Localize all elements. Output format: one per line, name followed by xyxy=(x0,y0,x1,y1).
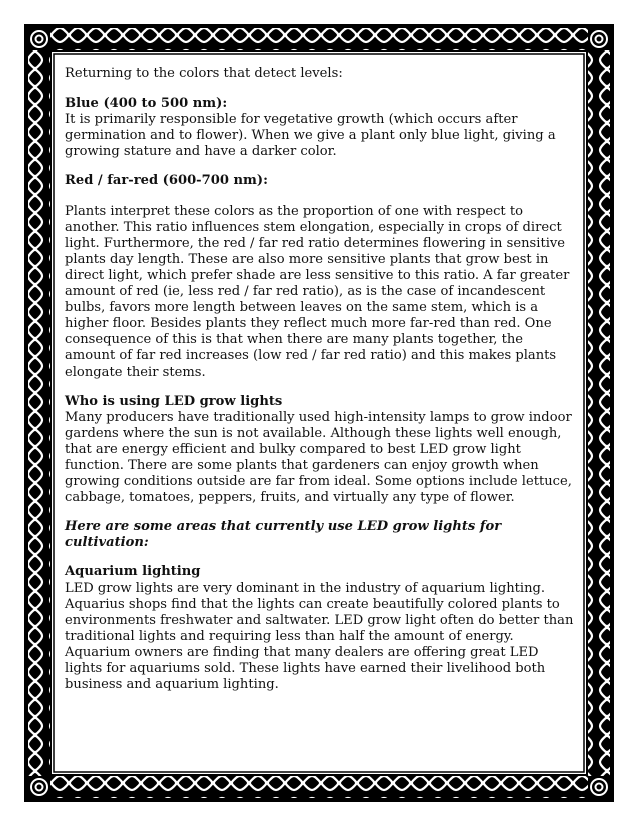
section-body-aquarium: LED grow lights are very dominant in the industry of aquarium lighting. Aquarius shops find that the lights can create beautifully colored plants to environments freshwater and saltwater. LED grow light often do better than traditional lights and requiring less than half the amount of energy. Aquarium owners are finding that many dealers are offering great LED lights for aquariums sold. These lights have earned their livelihood both business and aquarium lighting. xyxy=(65,580,574,693)
section-heading-aquarium: Aquarium lighting xyxy=(65,564,201,580)
section-red xyxy=(65,173,577,380)
section-areas xyxy=(65,519,577,551)
section-heading-blue: Blue (400 to 500 nm): xyxy=(65,96,228,112)
section-heading-red: Red / far-red (600-700 nm): xyxy=(65,173,268,189)
document-body xyxy=(65,66,577,706)
section-aquarium xyxy=(65,564,577,693)
intro-paragraph: Returning to the colors that detect levels: xyxy=(65,66,343,81)
section-body-who: Many producers have traditionally used high-intensity lamps to grow indoor gardens where the sun is not available. Although these lights well enough, that are energy efficient and bulky compared to best LED grow light function. There are some plants that gardeners can enjoy growth when growing conditions outside are far from ideal. Some options include lettuce, cabbage, tomatoes, peppers, fruits, and virtually any type of flower. xyxy=(65,409,572,506)
section-heading-areas: Here are some areas that currently use LED grow lights for cultivation: xyxy=(65,519,502,551)
section-blue xyxy=(65,96,577,160)
section-body-red: Plants interpret these colors as the proportion of one with respect to another. This ratio influences stem elongation, especially in crops of direct light. Furthermore, the red / far red ratio determines flowering in sensitive plants day length. These are also more sensitive plants that grow best in direct light, which prefer shade are less sensitive to this ratio. A far greater amount of red (ie, less red / far red ratio), as is the case of incandescent bulbs, favors more length between leaves on the same stem, which is a higher floor. Besides plants they reflect much more far-red than red. One consequence of this is that when there are many plants together, the amount of far red increases (low red / far red ratio) and this makes plants elongate their stems. xyxy=(65,203,570,380)
section-who xyxy=(65,394,577,507)
section-body-blue: It is primarily responsible for vegetative growth (which occurs after germination and to flower). When we give a plant only blue light, giving a growing stature and have a darker color. xyxy=(65,112,556,160)
section-heading-who: Who is using LED grow lights xyxy=(65,393,283,409)
